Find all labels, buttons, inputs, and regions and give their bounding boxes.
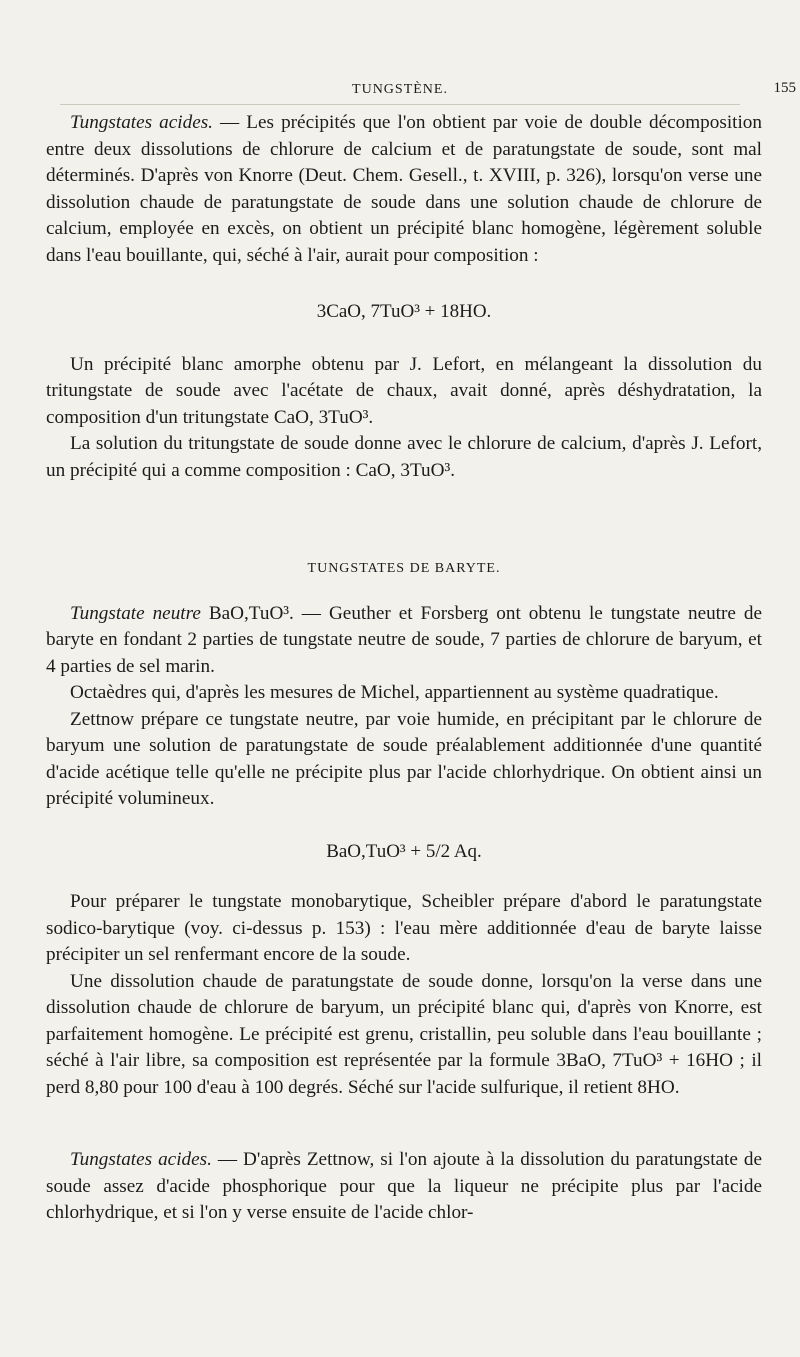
formula-barium-tungstate: BaO,TuO³ + 5/2 Aq. — [326, 840, 482, 862]
header-rule — [60, 104, 740, 105]
paragraph-lefort-precipitate: Un précipité blanc amorphe obtenu par J. Lefort, en mélangeant la dissolution du tritungstate de soude avec l'acétate de chaux, avait donné, après déshydratation, la composition d'un tritungstate CaO, 3TuO³. — [46, 353, 762, 428]
paragraph-tungstate-neutre — [46, 601, 762, 681]
paragraph-lefort-solution: La solution du tritungstate de soude donne avec le chlorure de calcium, d'après J. Lefort, un précipité qui a comme composition : CaO, 3TuO³. — [46, 433, 762, 481]
paragraph-title: Tungstates acides. — [70, 1149, 212, 1170]
paragraph-tungstates-acides-calcium — [46, 110, 762, 269]
page-number: 155 — [773, 80, 796, 96]
paragraph-zettnow: Zettnow prépare ce tungstate neutre, par voie humide, en précipitant par le chlorure de baryum une solution de paratungstate de soude préalablement additionnée d'une quantité d'acide acétique telle qu'elle ne précipite plus par l'acide chlorhydrique. On obtient ainsi un précipité volumineux. — [46, 708, 762, 809]
page-content — [46, 110, 762, 1227]
paragraph-scheibler: Pour préparer le tungstate monobarytique, Scheibler prépare d'abord le paratungstate sodico-barytique (voy. ci-dessus p. 153) : l'eau mère additionnée d'eau de baryte laisse précipiter un sel renfermant encore de la soude. — [46, 891, 762, 965]
section-title: TUNGSTATES DE BARYTE. — [307, 561, 501, 576]
running-head: TUNGSTÈNE. — [352, 82, 448, 97]
paragraph-title: Tungstates acides. — [70, 112, 213, 133]
formula-calcium-paratungstate: 3CaO, 7TuO³ + 18HO. — [316, 301, 492, 322]
paragraph-tungstates-acides-barium — [46, 1147, 762, 1227]
paragraph-text: — Les précipités que l'on obtient par voie de double décomposition entre deux dissolutions de chlorure de calcium et de paratungstate de soude, sont mal déterminés. D'après von Knorre (Deut. Chem. Gesell., t. XVIII, p. 326), lorsqu'on verse une dissolution chaude de paratungstate de soude dans une solution chaude de chlorure de calcium, employée en excès, on obtient un précipité blanc homogène, légèrement soluble dans l'eau bouillante, qui, séché à l'air, aurait pour composition : — [46, 112, 762, 266]
paragraph-text: — D'après Zettnow, si l'on ajoute à la dissolution du paratungstate de soude assez d'acide phosphorique pour que la liqueur ne précipite plus par l'acide chlorhydrique, et si l'on y verse ensuite de l'acide chlor- — [46, 1149, 762, 1223]
paragraph-text: BaO,TuO³. — Geuther et Forsberg ont obtenu le tungstate neutre de baryte en fondant 2 parties de tungstate neutre de soude, 7 parties de chlorure de baryum, et 4 parties de sel marin. — [46, 602, 762, 677]
paragraph-octaedres: Octaèdres qui, d'après les mesures de Michel, appartiennent au système quadratique. — [70, 682, 719, 703]
paragraph-title: Tungstate neutre — [70, 602, 201, 624]
paragraph-von-knorre: Une dissolution chaude de paratungstate de soude donne, lorsqu'on la verse dans une dissolution chaude de chlorure de baryum, un précipité blanc qui, d'après von Knorre, est parfaitement homogène. Le précipité est grenu, cristallin, peu soluble dans l'eau bouillante ; séché à l'air libre, sa composition est représentée par la formule 3BaO, 7TuO³ + 16HO ; il perd 8,80 pour 100 d'eau à 100 degrés. Séché sur l'acide sulfurique, il retient 8HO. — [46, 970, 762, 1098]
